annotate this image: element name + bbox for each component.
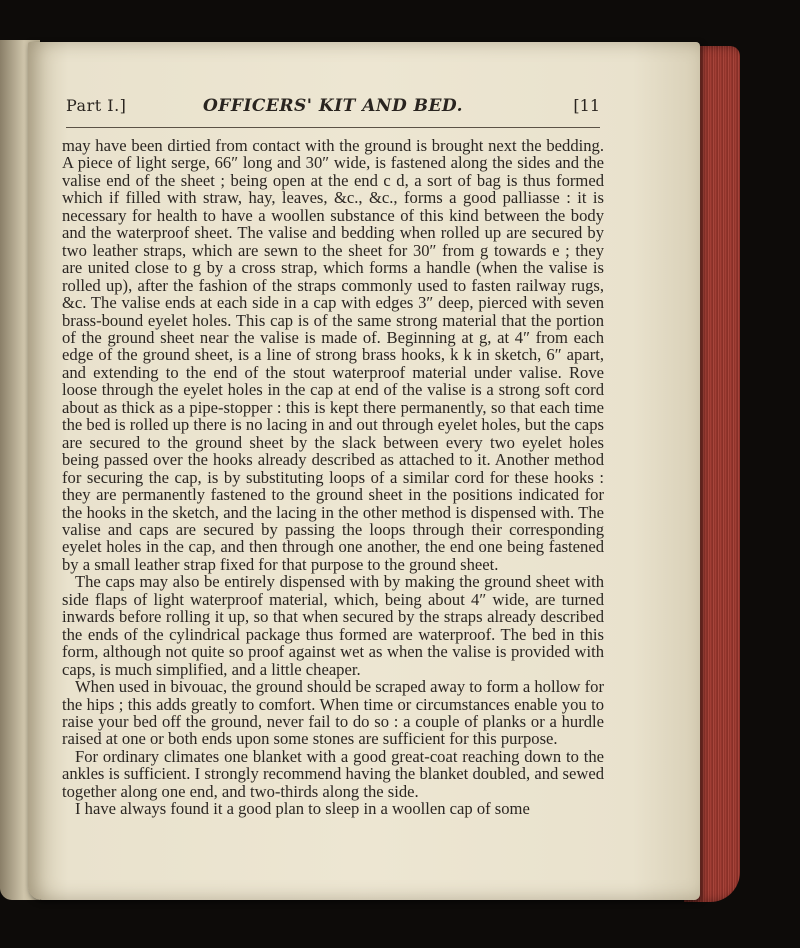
body-text [62, 137, 604, 818]
running-header [66, 96, 600, 124]
paragraph: The caps may also be entirely dispensed with by making the ground sheet with side flaps of light waterproof material, which, being about 4″ wide, are turned inwards before rolling it up, so that when secured by the straps already described the ends of the cylindrical package thus formed are waterproof. The bed in this form, although not quite so proof against wet as when the valise is provided with caps, is much simplified, and a little cheaper. [62, 572, 604, 679]
part-label: Part I.] [66, 96, 127, 115]
page-number: [11 [573, 96, 600, 115]
paragraph: For ordinary climates one blanket with a good great-coat reaching down to the ankles is sufficient. I strongly recommend having the blanket doubled, and sewed together along one end, and two-thirds along the side. [62, 746, 604, 801]
header-rule [66, 127, 600, 128]
running-title: OFFICERS' KIT AND BED. [203, 96, 463, 116]
paragraph: I have always found it a good plan to sleep in a woollen cap of some [75, 799, 530, 819]
paragraph: may have been dirtied from contact with the ground is brought next the bedding. A piece of light serge, 66″ long and 30″ wide, is fastened along the sides and the valise end of the sheet ; being open at the end c d, a sort of bag is thus formed which if filled with straw, hay, leaves, &c., &c., forms a good palliasse : it is necessary for health to have a woollen substance of this kind between the body and the waterproof sheet. The valise and bedding when rolled up are secured by two leather straps, which are sewn to the sheet for 30″ from g towards e ; they are united close to g by a cross strap, which forms a handle (when the valise is rolled up), after the fashion of the straps commonly used to fasten railway rugs, &c. The valise ends at each side in a cap with edges 3″ deep, pierced with seven brass-bound eyelet holes. This cap is of the same strong material that the portion of the ground sheet near the valise is made of. Beginning at g, at 4″ from each edge of the ground sheet, is a line of strong brass hooks, k k in sketch, 6″ apart, and extending to the end of the stout waterproof material under valise. Rove loose through the eyelet holes in the cap at end of the valise is a strong soft cord about as thick as a pipe-stopper : this is kept there permanently, so that each time the bed is rolled up there is no lacing in and out through eyelet holes, but the caps are secured to the ground sheet by the slack between every two eyelet holes being passed over the hooks already described as attached to it. Another method for securing the cap, is by substituting loops of a similar cord for these hooks : they are permanently fastened to the ground sheet in the positions indicated for the hooks in the sketch, and the lacing in the other method is dispensed with. The valise and caps are secured by passing the loops through their corresponding eyelet holes in the cap, and then through one another, the end one being fastened by a small leather strap fixed for that purpose to the ground sheet. [62, 136, 604, 574]
paragraph: When used in bivouac, the ground should be scraped away to form a hollow for the hips ; this adds greatly to comfort. When time or circumstances enable you to raise your bed off the ground, never fail to do so : a couple of planks or a hurdle raised at one or both ends upon some stones are sufficient for this purpose. [62, 677, 604, 749]
